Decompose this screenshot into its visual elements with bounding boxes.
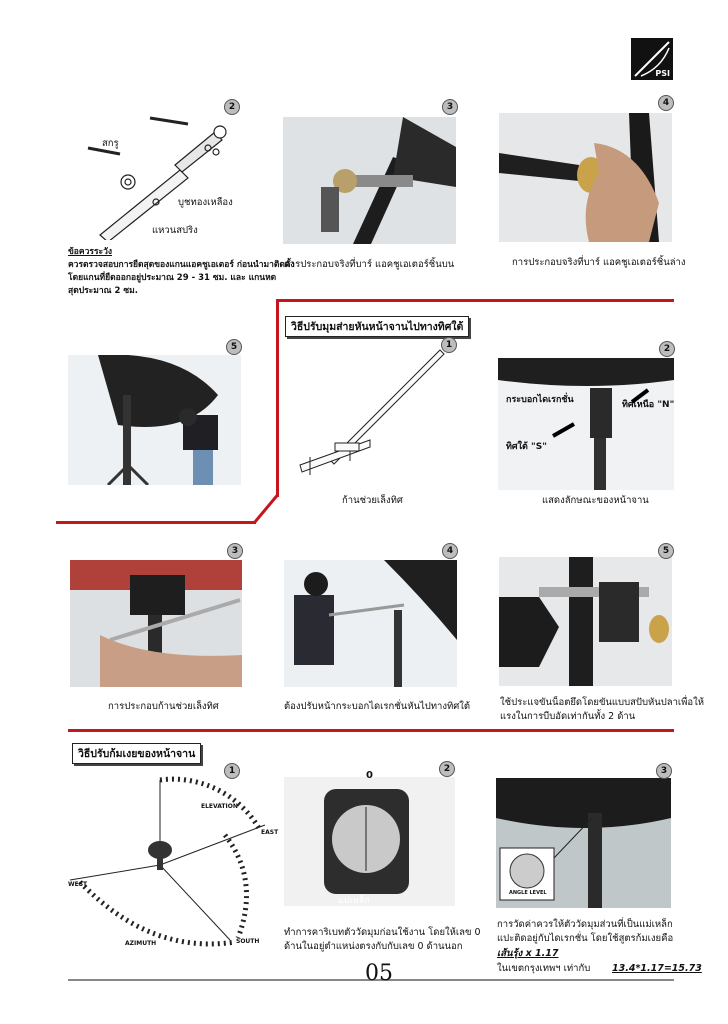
section-divider: [253, 494, 281, 524]
diagram-label-screw: สกรู: [102, 138, 119, 149]
section-title: วิธีปรับก้มเงยของหน้าจาน: [72, 743, 201, 764]
logo: [631, 38, 673, 80]
section-divider: [276, 299, 279, 497]
label-north: ทิศเหนือ "N": [622, 400, 675, 410]
pointer-rod-diagram: [290, 345, 460, 485]
logo-text: PSI: [655, 69, 670, 78]
caption: แสดงลักษณะของหน้าจาน: [542, 495, 649, 506]
step-badge: 3: [227, 543, 243, 559]
step-badge: 2: [439, 761, 455, 777]
actuator-diagram: [80, 110, 250, 240]
caption: การประกอบจริงที่บาร์ แอคชูเอเตอร์ชิ้นล่าง: [512, 257, 686, 268]
caption: ต้องปรับหน้ากระบอกไดเรกชั่นหันไปทางทิศใต้: [284, 701, 471, 712]
formula: เส้นรุ้ง x 1.17: [497, 948, 559, 959]
photo-angle-meter: [284, 777, 455, 906]
step-badge: 3: [656, 763, 672, 779]
label-direction-tube: กระบอกไดเรกชั่น: [506, 395, 574, 405]
step-badge: 5: [658, 543, 674, 559]
step-badge: 2: [224, 99, 240, 115]
caution-title: ข้อควรระวัง: [68, 247, 112, 257]
caption: การประกอบก้านช่วยเล็งทิศ: [108, 701, 219, 712]
photo-assemble-pointer: [70, 560, 242, 687]
example-value: 13.4*1.17=15.73: [612, 963, 702, 974]
magnet-label: แม่เหล็ก: [338, 896, 370, 906]
photo-dish-installer: [68, 355, 241, 485]
diagram-label-bushing: บูชทองเหลือง: [178, 197, 233, 208]
gauge-label: ANGLE LEVEL: [509, 890, 547, 896]
caption-line: การวัดค่าควรให้ตัววัดมุมส่วนที่เป็นแม่เหล็ก: [497, 919, 673, 930]
caption: การประกอบจริงที่บาร์ แอคชูเอเตอร์ชิ้นบน: [284, 259, 455, 270]
step-badge: 3: [442, 99, 458, 115]
label-west: WEST: [68, 881, 88, 888]
caution-note: [68, 246, 295, 298]
section-divider: [276, 299, 674, 302]
caption-line: ด้านในอยู่ตำแหน่งตรงกับกับเลข 0 ด้านนอก: [284, 941, 463, 952]
label-elevation: ELEVATION: [201, 803, 238, 810]
caution-line: ควรตรวจสอบการยืดสุดของแกนแอคชูเอเตอร์ ก่อนนำมาติดตั้ง: [68, 260, 295, 270]
photo-lower-bar: [499, 113, 672, 242]
caption-line: ใช้ประแจขันน็อตยึดโดยขันแบบสปับหันปลาเพื่อให้: [500, 697, 705, 708]
photo-tighten-bolts: [499, 557, 672, 686]
step-badge: 4: [658, 95, 674, 111]
photo-dish-orientation: [498, 358, 674, 490]
caution-line: สุดประมาณ 2 ซม.: [68, 286, 138, 296]
page-number: 05: [365, 961, 393, 986]
caption-line: แรงในการบีบอัดเท่ากันทั้ง 2 ด้าน: [500, 711, 636, 722]
step-badge: 5: [226, 339, 242, 355]
section-divider: [68, 729, 674, 732]
label-south: ทิศใต้ "S": [506, 442, 547, 452]
label-south: SOUTH: [236, 938, 260, 945]
section-title: วิธีปรับมุมส่ายหันหน้าจานไปทางทิศใต้: [285, 316, 469, 337]
label-east: EAST: [261, 829, 279, 836]
caption-line: ทำการคาริเบทตัววัดมุมก่อนใช้งาน โดยให้เลข 0: [284, 927, 481, 938]
photo-upper-bar: [283, 117, 456, 244]
step-badge: 1: [224, 763, 240, 779]
example-prefix: ในเขตกรุงเทพฯ เท่ากับ: [497, 963, 591, 974]
label-azimuth: AZIMUTH: [125, 940, 157, 947]
caption-line: แปะติดอยู่กับไดเรกชั่น โดยใช้สูตรก้มเงยคือ: [497, 933, 674, 944]
section-divider: [56, 521, 256, 524]
elevation-azimuth-diagram: [60, 770, 275, 960]
caution-line: โดยแกนที่ยืดออกอยู่ประมาณ 29 - 31 ซม. และ แกนหด: [68, 273, 277, 283]
diagram-label-washer: แหวนสปริง: [152, 225, 198, 236]
zero-mark: 0: [366, 770, 373, 781]
photo-aim-south: [284, 560, 457, 687]
caption: ก้านช่วยเล็งทิศ: [342, 495, 403, 506]
step-badge: 4: [442, 543, 458, 559]
step-badge: 1: [441, 337, 457, 353]
step-badge: 2: [659, 341, 675, 357]
